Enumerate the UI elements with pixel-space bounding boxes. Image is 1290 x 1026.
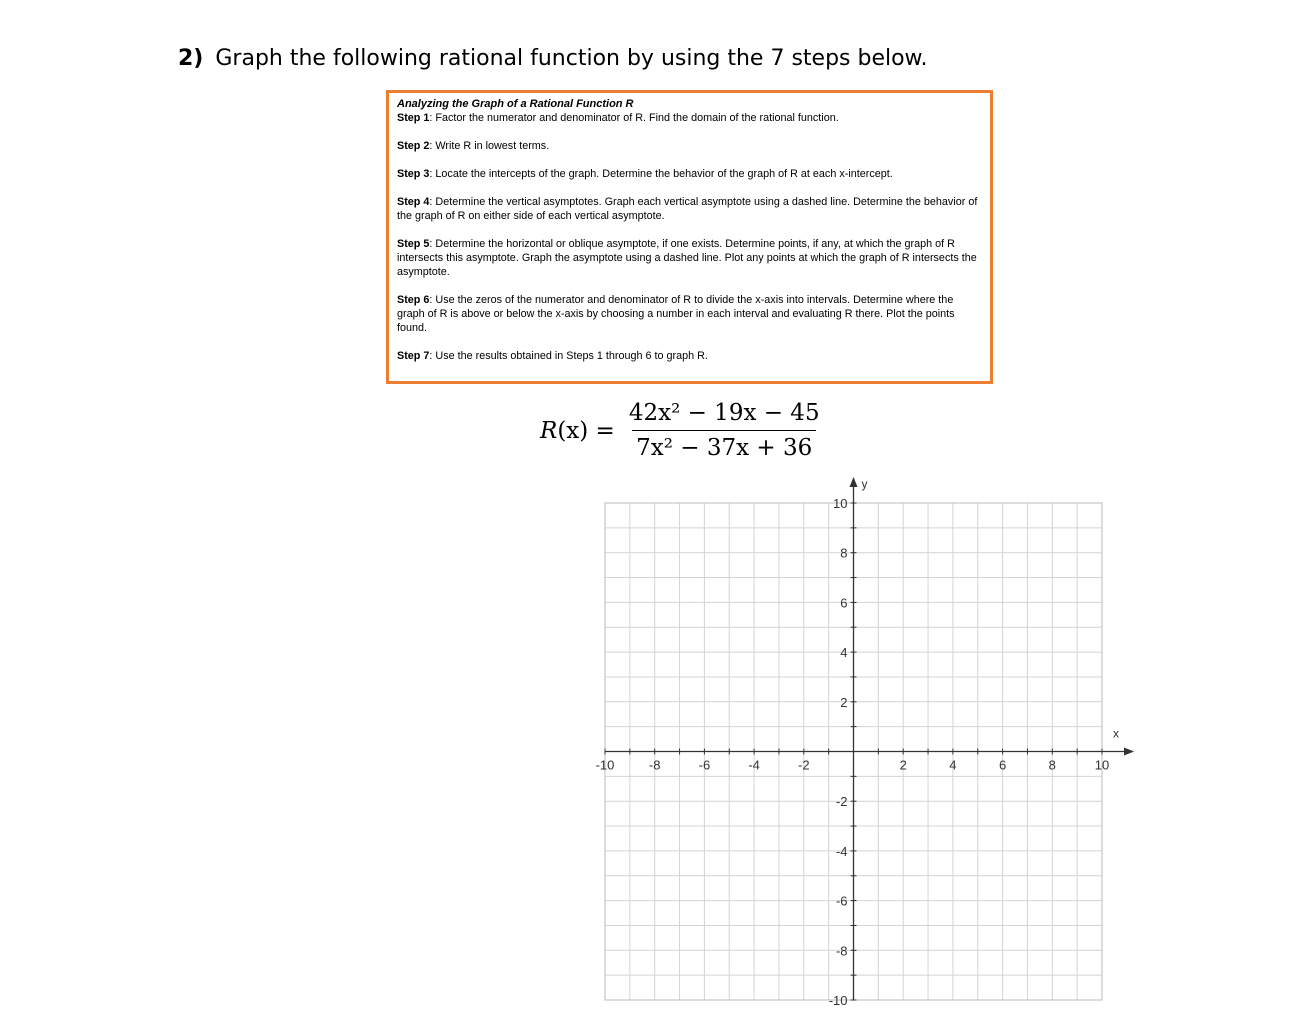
step-text: : Factor the numerator and denominator of R. Find the domain of the rational function. <box>429 112 839 124</box>
x-axis-arrow-icon <box>1124 748 1134 756</box>
x-tick-label: 4 <box>949 757 957 773</box>
x-tick-label: -2 <box>798 757 810 773</box>
step-5 <box>397 237 982 279</box>
step-1 <box>397 111 982 125</box>
step-text: : Use the zeros of the numerator and denominator of R to divide the x-axis into intervals. Determine where the graph of R is above or below the x-axis by choosing a number in each interval and evaluating R there. Plot the points found. <box>397 294 955 334</box>
coordinate-grid <box>580 475 1140 1020</box>
x-axis-label: x <box>1113 726 1119 741</box>
numerator: 42x² − 19x − 45 <box>628 400 820 426</box>
question-heading <box>178 46 928 71</box>
step-4 <box>397 195 982 223</box>
step-label: Step 1 <box>397 112 430 124</box>
y-tick-label: -6 <box>835 893 848 909</box>
x-tick-label: 8 <box>1048 757 1056 773</box>
step-label: Step 2 <box>397 140 430 152</box>
question-text: Graph the following rational function by using the 7 steps below. <box>215 46 928 71</box>
y-tick-label: 4 <box>840 645 848 661</box>
x-tick-label: 2 <box>899 757 907 773</box>
y-tick-label: -10 <box>828 993 848 1008</box>
steps-box <box>386 90 993 384</box>
formula-lhs <box>540 418 615 444</box>
y-tick-label: -4 <box>835 843 848 859</box>
x-tick-label: 6 <box>998 757 1007 773</box>
step-text: : Write R in lowest terms. <box>429 140 550 152</box>
step-text: : Use the results obtained in Steps 1 through 6 to graph R. <box>429 350 708 362</box>
x-tick-label: -8 <box>648 757 661 773</box>
step-3 <box>397 167 982 181</box>
step-label: Step 4 <box>397 196 430 208</box>
step-label: Step 3 <box>397 168 430 180</box>
fraction <box>625 400 824 461</box>
y-tick-label: 10 <box>833 496 848 511</box>
step-label: Step 5 <box>397 238 430 250</box>
x-tick-label: -4 <box>748 757 760 773</box>
step-text: : Determine the vertical asymptotes. Graph each vertical asymptote using a dashed line. Determine the behavior of the graph of R on either side of each vertical asymptote. <box>397 196 978 222</box>
x-tick-label: -10 <box>595 757 615 773</box>
step-2 <box>397 139 982 153</box>
y-tick-label: 8 <box>840 545 848 561</box>
y-tick-label: -2 <box>835 794 848 810</box>
step-6 <box>397 293 982 335</box>
function-name: R <box>540 417 558 444</box>
step-text: : Locate the intercepts of the graph. Determine the behavior of the graph of R at each x-intercept. <box>429 168 893 180</box>
step-label: Step 6 <box>397 294 430 306</box>
rational-function-formula <box>540 400 824 461</box>
function-argument: (x) = <box>557 417 615 444</box>
y-tick-label: 2 <box>840 694 848 710</box>
x-tick-label: 10 <box>1094 757 1110 773</box>
x-tick-label: -6 <box>698 757 711 773</box>
y-tick-label: -8 <box>835 943 848 959</box>
denominator: 7x² − 37x + 36 <box>632 430 816 461</box>
step-text: : Determine the horizontal or oblique asymptote, if one exists. Determine points, if any, at which the graph of R intersects this asymptote. Graph the asymptote using a dashed line. Plot any points at which the graph of R intersects the asymptote. <box>397 238 977 278</box>
step-label: Step 7 <box>397 350 430 362</box>
y-axis-label: y <box>861 477 868 491</box>
steps-box-title: Analyzing the Graph of a Rational Function R <box>397 98 634 110</box>
y-axis-arrow-icon <box>850 477 858 487</box>
step-7 <box>397 349 982 363</box>
y-tick-label: 6 <box>840 595 848 611</box>
question-number: 2) <box>178 46 204 71</box>
